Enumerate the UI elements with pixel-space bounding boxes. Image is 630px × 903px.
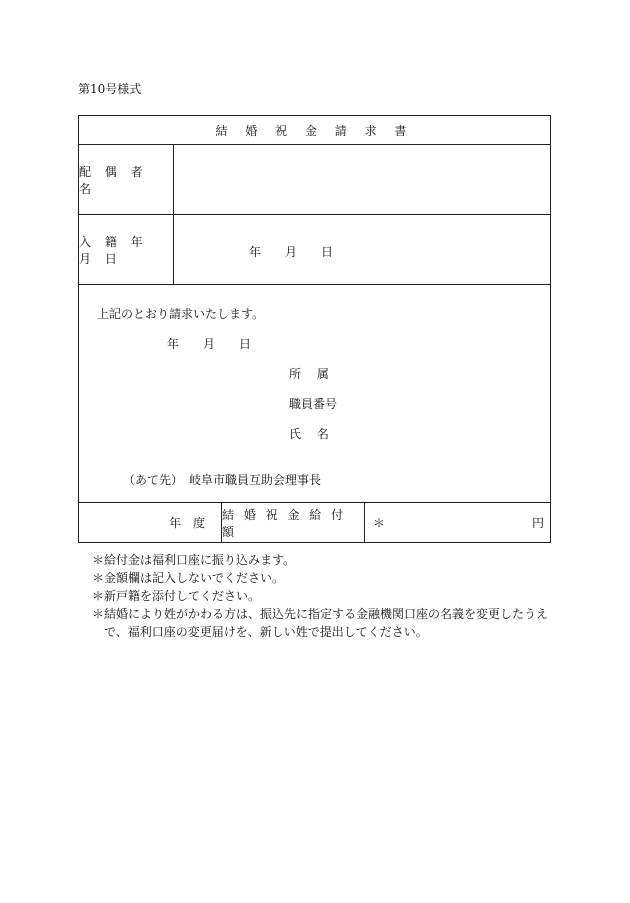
spouse-row (79, 145, 550, 215)
spouse-name-label: 配 偶 者 名 (79, 145, 174, 214)
amount-field[interactable] (365, 503, 550, 542)
request-year-label: 年 (167, 337, 180, 351)
note-mark: ＊ (92, 607, 105, 621)
note-item (92, 569, 562, 587)
employee-number-label: 職員番号 (289, 397, 338, 411)
addressee: （あて先） 岐阜市職員互助会理事長 (123, 473, 322, 487)
note-mark: ＊ (92, 589, 105, 603)
note-text: 金額欄は記入しないでください。 (104, 571, 285, 585)
note-text: 給付金は福利口座に振り込みます。 (104, 553, 296, 567)
note-item (92, 587, 562, 605)
registration-day-label: 日 (321, 245, 334, 259)
note-text: 結婚により姓がかわる方は、振込先に指定する金融機関口座の名義を変更したうえで、福利口座の変更届けを、新しい姓で提出してください。 (104, 607, 549, 639)
amount-unit: 円 (531, 516, 544, 530)
registration-month-label: 月 (285, 245, 298, 259)
note-text: 新戸籍を添付してください。 (104, 589, 261, 603)
spouse-name-field[interactable] (173, 145, 550, 214)
registration-year-label: 年 (249, 245, 262, 259)
note-mark: ＊ (92, 553, 105, 567)
registration-date-field[interactable] (173, 215, 550, 284)
fiscal-year-cell[interactable] (79, 503, 222, 542)
note-item (92, 605, 562, 641)
amount-row (79, 503, 550, 542)
request-statement: 上記のとおり請求いたします。 (97, 307, 265, 321)
registration-date-row (79, 215, 550, 285)
amount-prefix: ＊ (373, 516, 386, 530)
notes-list (92, 551, 562, 641)
form-title: 結 婚 祝 金 請 求 書 (79, 116, 550, 145)
fiscal-year-label: 年 度 (168, 516, 205, 530)
registration-date-label: 入 籍 年 月 日 (79, 215, 174, 284)
request-body (79, 285, 550, 503)
amount-label: 結 婚 祝 金 給 付 額 (222, 503, 365, 542)
request-month-label: 月 (203, 337, 216, 351)
request-day-label: 日 (239, 337, 252, 351)
request-form (78, 115, 551, 543)
affiliation-label: 所 属 (289, 367, 329, 381)
note-mark: ＊ (92, 571, 105, 585)
note-item (92, 551, 562, 569)
form-number: 第10号様式 (78, 82, 142, 96)
name-label: 氏 名 (289, 427, 329, 441)
